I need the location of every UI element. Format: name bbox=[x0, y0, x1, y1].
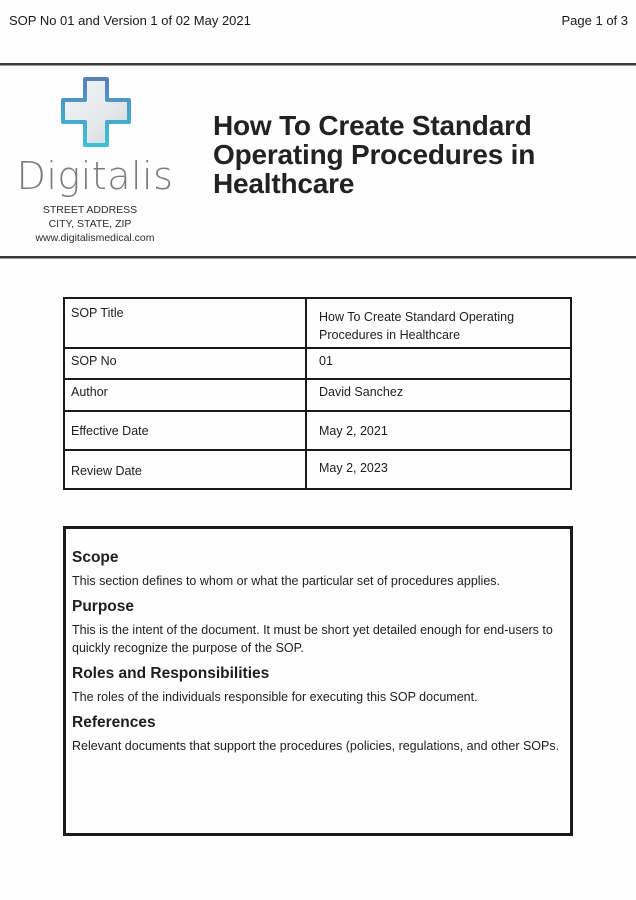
sop-sections-box bbox=[63, 526, 573, 836]
address-street: STREET ADDRESS bbox=[42, 204, 138, 216]
sop-metadata-table bbox=[63, 297, 572, 490]
page-header bbox=[0, 0, 636, 40]
header-divider-bottom bbox=[0, 256, 636, 259]
section-body: This section defines to whom or what the particular set of procedures applies. bbox=[72, 574, 500, 588]
row-value: May 2, 2023 bbox=[306, 450, 571, 489]
row-label: SOP Title bbox=[64, 298, 306, 348]
header-divider-top bbox=[0, 63, 636, 66]
address-city-state-zip: CITY, STATE, ZIP bbox=[48, 218, 132, 230]
row-label: SOP No bbox=[64, 348, 306, 379]
section-heading: Scope bbox=[72, 549, 119, 566]
row-label: Effective Date bbox=[64, 411, 306, 450]
table-row bbox=[64, 298, 571, 348]
row-value: David Sanchez bbox=[306, 379, 571, 411]
table-row bbox=[64, 379, 571, 411]
section-references bbox=[72, 714, 564, 755]
brand-name: Digitalis bbox=[16, 154, 174, 198]
section-scope bbox=[72, 549, 564, 590]
section-body: The roles of the individuals responsible for executing this SOP document. bbox=[72, 690, 478, 704]
row-label: Review Date bbox=[64, 450, 306, 489]
section-heading: Roles and Responsibilities bbox=[72, 665, 270, 682]
table-row bbox=[64, 450, 571, 489]
section-roles bbox=[72, 665, 564, 706]
table-row bbox=[64, 411, 571, 450]
row-value: How To Create Standard Operating Procedures in Healthcare bbox=[306, 298, 571, 348]
company-logo bbox=[0, 70, 185, 250]
row-value: May 2, 2021 bbox=[306, 411, 571, 450]
section-body: This is the intent of the document. It must be short yet detailed enough for end-users to quickly recognize the purpose of the SOP. bbox=[72, 623, 553, 655]
section-heading: References bbox=[72, 714, 156, 731]
table-row bbox=[64, 348, 571, 379]
page-indicator: Page 1 of 3 bbox=[561, 12, 628, 28]
medical-cross-icon bbox=[60, 76, 132, 148]
document-title: How To Create Standard Operating Procedures in Healthcare bbox=[213, 110, 536, 199]
row-label: Author bbox=[64, 379, 306, 411]
section-heading: Purpose bbox=[72, 598, 135, 615]
section-purpose bbox=[72, 598, 564, 657]
sop-version-line: SOP No 01 and Version 1 of 02 May 2021 bbox=[9, 12, 251, 28]
section-body: Relevant documents that support the procedures (policies, regulations, and other SOPs. bbox=[72, 739, 560, 753]
website-link[interactable]: www.digitalismedical.com bbox=[35, 232, 155, 244]
row-value: 01 bbox=[306, 348, 571, 379]
